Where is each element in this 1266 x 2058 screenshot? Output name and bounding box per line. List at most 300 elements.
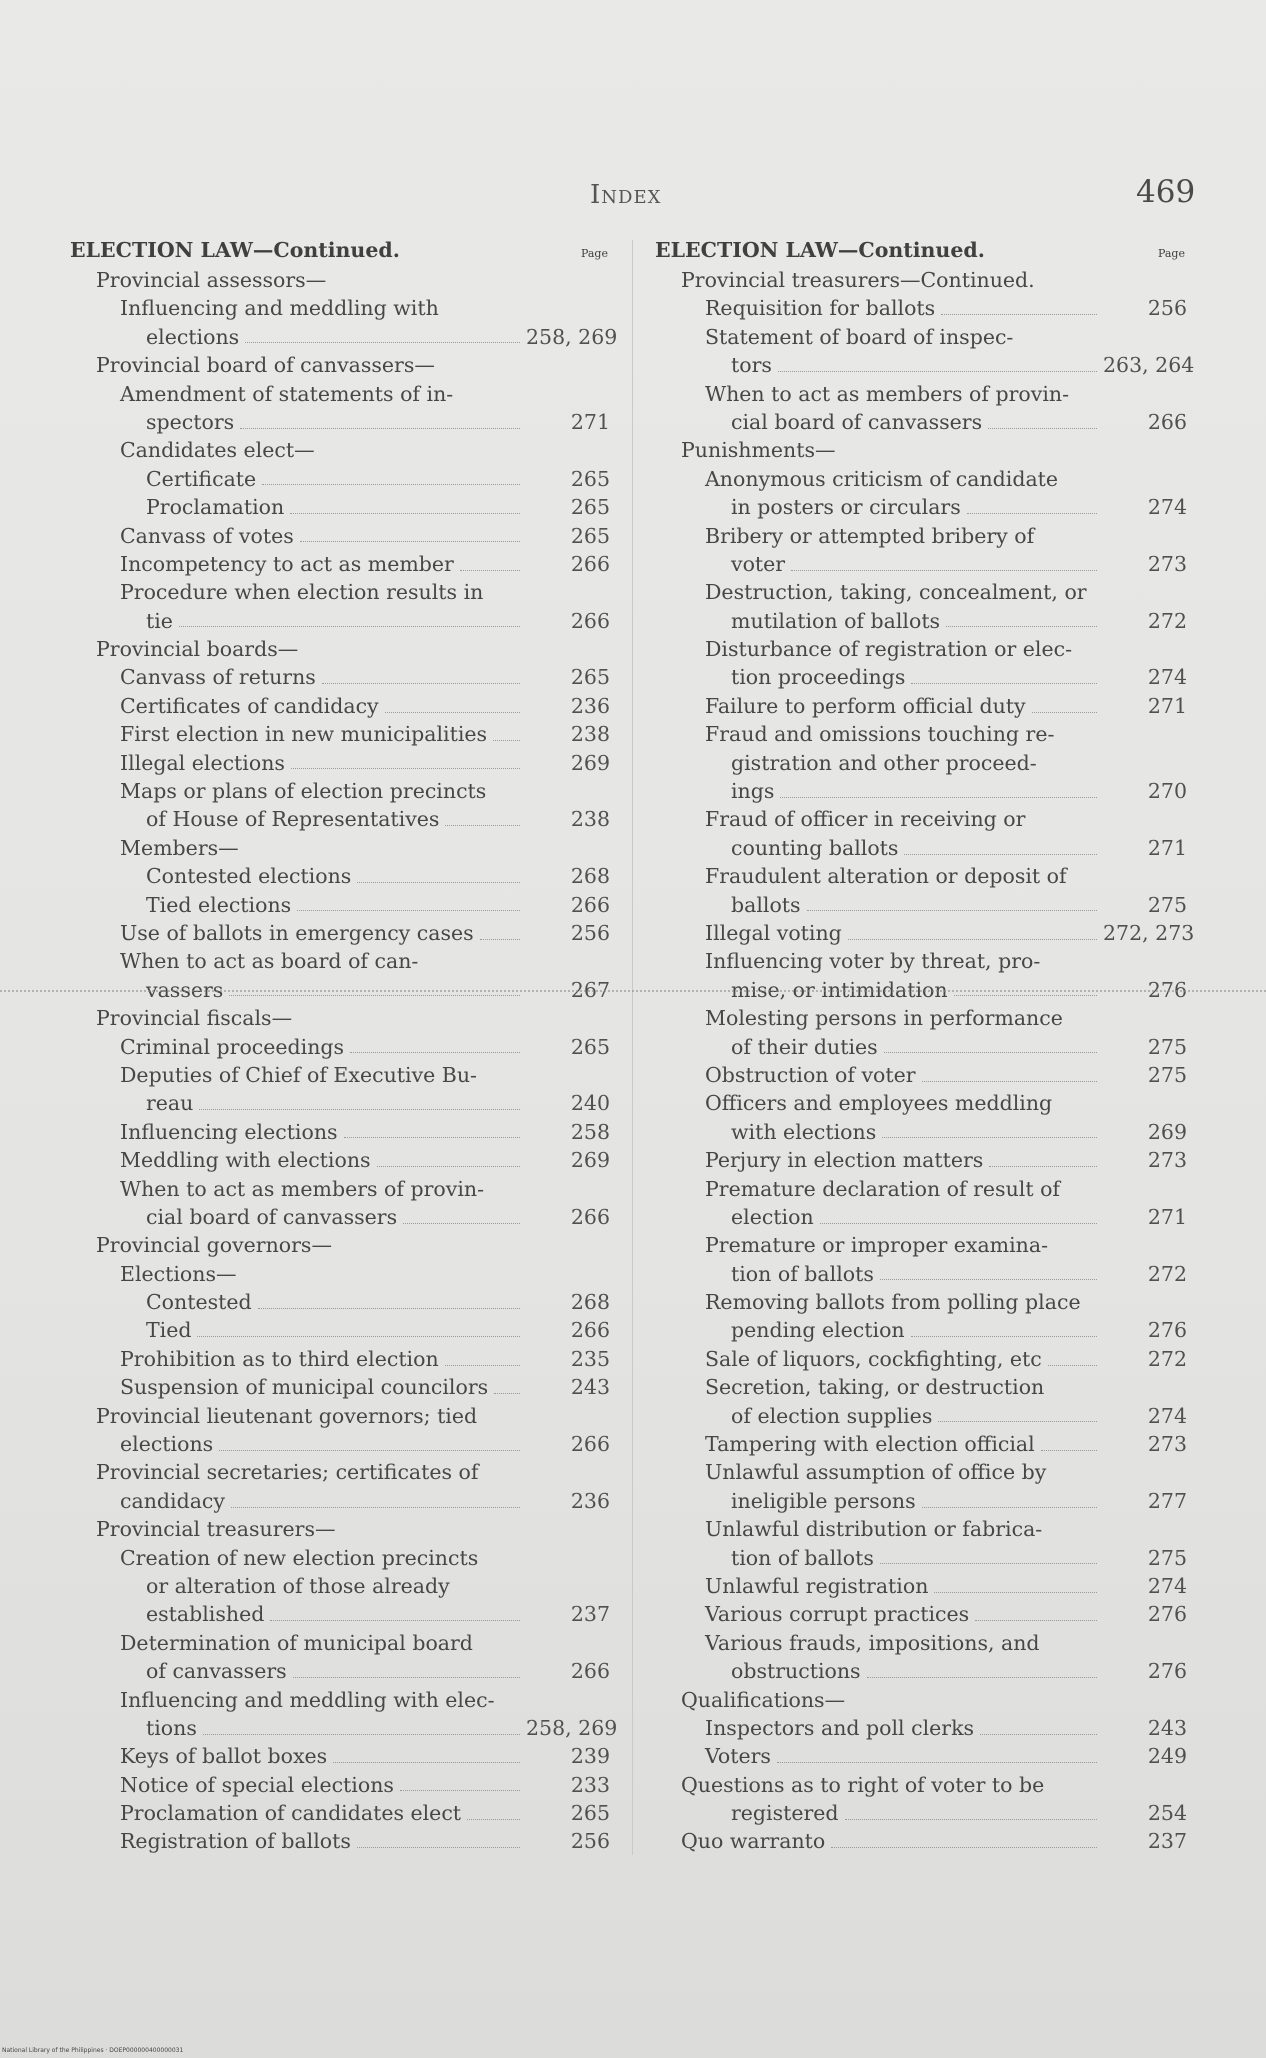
index-entry [655,1686,1195,1714]
entry-text: Notice of special elections [120,1772,394,1797]
index-entry [655,1203,1195,1231]
dot-leader [291,768,520,769]
entry-text: reau [146,1091,194,1116]
entry-page-ref: 271 [1147,1204,1187,1229]
entry-text: Elections— [120,1261,237,1286]
dot-leader [493,740,520,741]
dot-leader [980,1734,1097,1735]
index-entry [70,1799,618,1827]
entry-page-ref: 270 [1147,779,1187,804]
index-entry [655,720,1195,748]
dot-leader [300,541,520,542]
dot-leader [445,825,520,826]
entry-text: Quo warranto [681,1829,826,1854]
index-entry [70,266,618,294]
entry-text: Determination of municipal board [120,1630,473,1655]
entry-page-ref: 266 [1147,409,1187,434]
index-entry [655,1402,1195,1430]
entry-page-ref: 266 [570,608,610,633]
dot-leader [807,910,1097,911]
index-entry [655,1033,1195,1061]
index-entry [655,323,1195,351]
entry-text: of election supplies [731,1403,933,1428]
index-entry [655,749,1195,777]
entry-page-ref: 275 [1147,1034,1187,1059]
index-entry [70,635,618,663]
dot-leader [197,1336,520,1337]
dot-leader [297,910,520,911]
entry-text: Certificate [146,466,257,491]
index-entry [655,294,1195,322]
entry-page-ref: 265 [570,495,610,520]
index-entry [70,947,618,975]
dot-leader [831,1847,1097,1848]
index-entry [655,1629,1195,1657]
index-entry [70,777,618,805]
entry-text: Various frauds, impositions, and [705,1630,1040,1655]
entry-text: gistration and other proceed- [731,750,1037,775]
index-entry [70,1629,618,1657]
index-entry [655,1373,1195,1401]
index-entry [70,1742,618,1770]
entry-page-ref: 273 [1147,1432,1187,1457]
entry-text: tors [731,353,772,378]
index-entry [655,436,1195,464]
page-number: 469 [1136,174,1196,210]
entry-page-ref: 277 [1147,1488,1187,1513]
index-entry [70,805,618,833]
index-entry [70,1061,618,1089]
index-entry [70,1430,618,1458]
index-entry [655,1742,1195,1770]
entry-text: Suspension of municipal councilors [120,1375,489,1400]
entry-page-ref: 266 [570,1204,610,1229]
entry-text: Molesting persons in performance [705,1006,1063,1031]
entry-text: When to act as members of provin- [120,1176,485,1201]
entry-text: First election in new municipalities [120,722,488,747]
entry-page-ref: 265 [570,665,610,690]
right-page-label: Page [1157,247,1185,260]
index-entry [655,1714,1195,1742]
entry-text: Sale of liquors, cockfighting, etc [705,1346,1042,1371]
entry-text: Members— [120,835,239,860]
entry-text: Meddling with elections [120,1148,371,1173]
entry-text: spectors [146,409,235,434]
entry-page-ref: 275 [1147,892,1187,917]
entry-text: election [731,1204,814,1229]
index-entry [70,1288,618,1316]
dot-leader [403,1223,520,1224]
index-entry [70,692,618,720]
index-entry [70,1089,618,1117]
entry-text: Tied elections [146,892,292,917]
index-entry [70,1714,618,1742]
dot-leader [240,428,520,429]
dot-leader [1041,1450,1097,1451]
entry-text: obstructions [731,1659,861,1684]
index-entry [655,891,1195,919]
entry-text: Statement of board of inspec- [705,324,1014,349]
entry-text: candidacy [120,1488,225,1513]
index-entry [70,436,618,464]
entry-text: Disturbance of registration or elec- [705,637,1073,662]
index-entry [70,1146,618,1174]
entry-page-ref: 238 [570,807,610,832]
dot-leader [934,1592,1097,1593]
index-entry [655,919,1195,947]
dot-leader [467,1819,520,1820]
left-column-heading [70,238,618,266]
entry-text: elections [120,1432,214,1457]
entry-text: Provincial lieutenant governors; tied [96,1403,478,1428]
index-entry [655,947,1195,975]
entry-page-ref: 267 [570,977,610,1002]
entry-page-ref: 266 [570,1318,610,1343]
index-entry [655,1799,1195,1827]
entry-text: Various corrupt practices [705,1602,970,1627]
right-entry-list [655,266,1195,1856]
dot-leader [290,513,520,514]
dot-leader [882,1137,1097,1138]
index-entry [70,862,618,890]
dot-leader [880,1563,1097,1564]
entry-text: Influencing elections [120,1119,338,1144]
dot-leader [460,570,520,571]
dot-leader [480,939,520,940]
entry-page-ref: 276 [1147,1659,1187,1684]
index-entry [70,1686,618,1714]
entry-page-ref: 238 [570,722,610,747]
entry-page-ref: 271 [1147,835,1187,860]
entry-text: Certificates of candidacy [120,693,379,718]
entry-text: Canvass of returns [120,665,316,690]
entry-text: Officers and employees meddling [705,1091,1053,1116]
dot-leader [219,1450,520,1451]
entry-text: tion of ballots [731,1545,874,1570]
index-entry [70,1203,618,1231]
entry-page-ref: 236 [570,1488,610,1513]
entry-text: pending election [731,1318,905,1343]
dot-leader [199,1109,520,1110]
scan-fold-line [0,990,1266,994]
dot-leader [777,1762,1097,1763]
index-entry [70,1118,618,1146]
index-entry [70,1316,618,1344]
dot-leader [1048,1365,1097,1366]
entry-text: Questions as to right of voter to be [681,1772,1045,1797]
index-entry [655,1089,1195,1117]
entry-page-ref: 265 [570,466,610,491]
entry-text: with elections [731,1119,877,1144]
running-title: Index [590,180,662,210]
entry-text: Creation of new election precincts [120,1545,479,1570]
entry-text: Removing ballots from polling place [705,1290,1081,1315]
entry-text: Contested [146,1290,252,1315]
index-entry [70,1175,618,1203]
dot-leader [975,1620,1097,1621]
entry-page-ref: 268 [570,864,610,889]
index-entry [70,720,618,748]
entry-page-ref: 273 [1147,1148,1187,1173]
entry-text: vassers [146,977,224,1002]
dot-leader [322,683,520,684]
dot-leader [938,1421,1097,1422]
index-entry [70,749,618,777]
index-entry [70,1600,618,1628]
entry-page-ref: 258 [570,1119,610,1144]
entry-text: counting ballots [731,835,899,860]
column-divider [632,240,633,1855]
entry-page-ref: 265 [570,1801,610,1826]
entry-text: voter [731,551,786,576]
entry-text: Secretion, taking, or destruction [705,1375,1045,1400]
dot-leader [954,995,1097,996]
index-entry [70,323,618,351]
entry-text: Unlawful assumption of office by [705,1460,1047,1485]
entry-page-ref: 249 [1147,1744,1187,1769]
entry-page-ref: 266 [570,1432,610,1457]
entry-page-ref: 275 [1147,1062,1187,1087]
entry-page-ref: 276 [1147,977,1187,1002]
index-entry [655,805,1195,833]
dot-leader [258,1308,520,1309]
entry-text: of their duties [731,1034,878,1059]
index-entry [70,1544,618,1572]
index-entry [70,607,618,635]
entry-text: Premature declaration of result of [705,1176,1061,1201]
entry-text: Destruction, taking, concealment, or [705,580,1087,605]
index-entry [70,1572,618,1600]
entry-page-ref: 276 [1147,1602,1187,1627]
right-heading-text: ELECTION LAW—Continued. [655,238,985,262]
entry-text: mutilation of ballots [731,608,941,633]
index-entry [70,1487,618,1515]
index-entry [655,1430,1195,1458]
entry-page-ref: 243 [570,1375,610,1400]
entry-page-ref: 271 [570,409,610,434]
index-entry [655,1175,1195,1203]
entry-page-ref: 266 [570,892,610,917]
index-entry [70,351,618,379]
entry-text: Provincial secretaries; certificates of [96,1460,479,1485]
dot-leader [988,428,1097,429]
dot-leader [845,1819,1097,1820]
index-entry [70,1771,618,1799]
left-entry-list [70,266,618,1856]
index-entry [655,1487,1195,1515]
right-column-heading [655,238,1195,266]
index-entry [70,919,618,947]
entry-text: tions [146,1715,197,1740]
dot-leader [911,1336,1097,1337]
index-entry [70,1402,618,1430]
index-entry [70,1657,618,1685]
entry-text: Perjury in election matters [705,1148,984,1173]
dot-leader [229,995,520,996]
index-entry [655,465,1195,493]
entry-text: Incompetency to act as member [120,551,454,576]
entry-text: Deputies of Chief of Executive Bu- [120,1062,477,1087]
index-entry [655,607,1195,635]
index-entry [655,408,1195,436]
entry-page-ref: 240 [570,1091,610,1116]
index-entry [655,266,1195,294]
index-entry [655,635,1195,663]
index-entry [655,1515,1195,1543]
entry-text: Failure to perform official duty [705,693,1026,718]
index-entry [655,692,1195,720]
entry-text: mise, or intimidation [731,977,948,1002]
entry-text: Prohibition as to third election [120,1346,439,1371]
dot-leader [344,1137,520,1138]
entry-text: Requisition for ballots [705,296,936,321]
dot-leader [967,513,1097,514]
entry-page-ref: 272, 273 [1103,920,1195,945]
index-entry [655,1260,1195,1288]
index-entry [70,1373,618,1401]
entry-text: Anonymous criticism of candidate [705,466,1059,491]
entry-text: Bribery or attempted bribery of [705,523,1035,548]
entry-text: Provincial boards— [96,637,299,662]
entry-text: ings [731,779,775,804]
index-entry [655,550,1195,578]
entry-text: cial board of canvassers [146,1204,398,1229]
entry-page-ref: 265 [570,523,610,548]
index-entry [70,408,618,436]
entry-page-ref: 272 [1147,608,1187,633]
entry-page-ref: 243 [1147,1715,1187,1740]
index-entry [655,663,1195,691]
entry-text: Provincial governors— [96,1233,332,1258]
index-entry [655,578,1195,606]
entry-page-ref: 269 [1147,1119,1187,1144]
index-entry [70,522,618,550]
dot-leader [400,1790,520,1791]
entry-text: cial board of canvassers [731,409,983,434]
dot-leader [262,484,520,485]
entry-page-ref: 272 [1147,1346,1187,1371]
entry-page-ref: 276 [1147,1318,1187,1343]
dot-leader [377,1166,520,1167]
index-entry [655,1544,1195,1572]
entry-text: Provincial treasurers— [96,1517,336,1542]
index-entry [655,862,1195,890]
dot-leader [494,1393,520,1394]
dot-leader [445,1365,520,1366]
index-entry [70,1827,618,1855]
dot-leader [941,314,1097,315]
entry-text: Provincial assessors— [96,268,327,292]
entry-text: Candidates elect— [120,438,315,463]
dot-leader [989,1166,1097,1167]
index-entry [655,1572,1195,1600]
index-entry [655,1827,1195,1855]
entry-page-ref: 254 [1147,1801,1187,1826]
entry-page-ref: 266 [570,551,610,576]
scan-footer: National Library of the Philippines · DOEP000000400000031 [2,2047,184,2054]
entry-text: Influencing voter by threat, pro- [705,949,1041,974]
entry-text: Canvass of votes [120,523,294,548]
index-entry [70,493,618,521]
dot-leader [357,1847,520,1848]
dot-leader [946,626,1097,627]
entry-page-ref: 258, 269 [526,324,618,349]
entry-page-ref: 274 [1147,1573,1187,1598]
dot-leader [867,1677,1097,1678]
index-entry [655,1288,1195,1316]
left-heading-text: ELECTION LAW—Continued. [70,238,400,262]
dot-leader [904,854,1097,855]
entry-text: Qualifications— [681,1687,846,1712]
entry-page-ref: 263, 264 [1103,353,1195,378]
dot-leader [203,1734,520,1735]
index-entry [655,1316,1195,1344]
entry-text: Criminal proceedings [120,1034,345,1059]
entry-text: Unlawful distribution or fabrica- [705,1517,1043,1542]
entry-page-ref: 275 [1147,1545,1187,1570]
entry-text: Amendment of statements of in- [120,381,454,406]
entry-text: Provincial treasurers—Continued. [681,268,1035,292]
entry-text: tion of ballots [731,1261,874,1286]
index-entry [70,465,618,493]
dot-leader [848,939,1097,940]
entry-text: tion proceedings [731,665,906,690]
index-entry [655,493,1195,521]
index-entry [70,663,618,691]
entry-page-ref: 233 [570,1772,610,1797]
entry-page-ref: 274 [1147,665,1187,690]
index-entry [70,1260,618,1288]
index-entry [655,1118,1195,1146]
dot-leader [922,1081,1097,1082]
entry-text: established [146,1602,265,1627]
dot-leader [350,1052,520,1053]
dot-leader [911,683,1097,684]
index-entry [70,1515,618,1543]
entry-text: Provincial board of canvassers— [96,353,435,378]
entry-text: registered [731,1801,839,1826]
index-entry [655,1771,1195,1799]
index-entry [655,1004,1195,1032]
index-entry [655,351,1195,379]
index-entry [70,1231,618,1259]
entry-text: or alteration of those already [146,1573,450,1598]
index-entry [655,522,1195,550]
entry-text: Voters [705,1744,771,1769]
index-entry [655,1657,1195,1685]
entry-text: Use of ballots in emergency cases [120,920,474,945]
entry-text: Influencing and meddling with elec- [120,1687,495,1712]
entry-text: Procedure when election results in [120,580,484,605]
entry-text: ineligible persons [731,1488,916,1513]
entry-text: tie [146,608,173,633]
index-entry [655,1458,1195,1486]
entry-page-ref: 274 [1147,1403,1187,1428]
entry-page-ref: 265 [570,1034,610,1059]
entry-text: elections [146,324,240,349]
index-entry [70,380,618,408]
entry-text: Keys of ballot boxes [120,1744,328,1769]
dot-leader [880,1279,1097,1280]
right-column [655,238,1195,1856]
page-header [0,172,1266,232]
index-entry [70,1033,618,1061]
dot-leader [780,797,1097,798]
entry-text: Tampering with election official [705,1432,1035,1457]
entry-text: Premature or improper examina- [705,1233,1049,1258]
index-entry [655,380,1195,408]
entry-text: Fraud of officer in receiving or [705,807,1026,832]
